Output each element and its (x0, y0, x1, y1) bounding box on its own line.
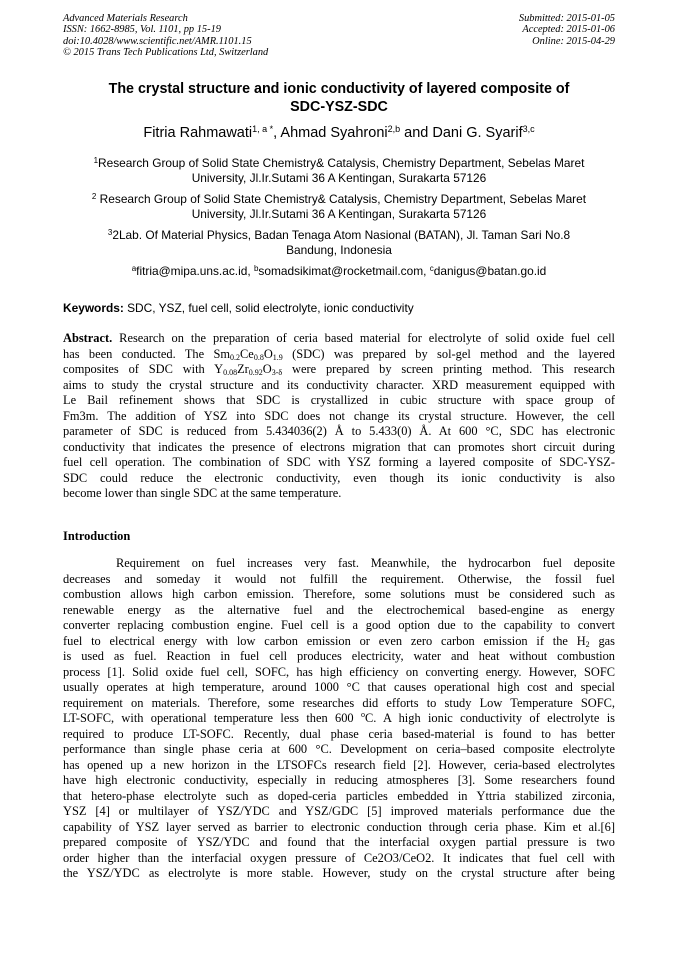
paper-title (63, 80, 615, 116)
online-date: Online: 2015-04-29 (532, 35, 615, 47)
abstract-line: become lower than single SDC at the same temperature. (63, 486, 342, 500)
dates-info (519, 13, 615, 47)
intro-line: order higher than the interfacial oxygen pressure of Ce2O3/CeO2. It indicates that fuel cell with (63, 850, 615, 865)
copyright-line: © 2015 Trans Tech Publications Ltd, Switzerland (63, 46, 269, 58)
abstract-line: Fm3m. The addition of YSZ into SDC does not change its crystal structure. However, the cell (63, 408, 615, 423)
intro-line: performance than single phase ceria at 600 °C. Development on ceria–based composite electrolyte (63, 742, 615, 756)
intro-line: renewable energy as the alternative fuel and the electrochemical based-engine as energy (63, 602, 615, 617)
author-list (63, 124, 615, 142)
intro-line: that hetero-phase electrolyte such as doped-ceria particles embedded in Yttria stabilized zirconia, (63, 788, 615, 803)
email-a: fitria@mipa.uns.ac.id, (136, 264, 254, 278)
intro-line: have high electronic conductivity, especially in reducing atmospheres [3]. Some researchers found (63, 773, 615, 787)
intro-line: converter replacing combustion engine. Fuel cell is a good option due to the capability to convert (63, 618, 615, 632)
section-heading-introduction: Introduction (63, 529, 131, 543)
intro-line: process [1]. Solid oxide fuel cell, SOFC, has high efficiency on converting energy. However, SOFC (63, 664, 615, 679)
intro-line: requirement on materials. Therefore, some researches did efforts to study Low Temperature SOFC, (63, 695, 615, 710)
journal-info (63, 13, 268, 58)
intro-line: Requirement on fuel increases very fast. Meanwhile, the hydrocarbon fuel deposite (116, 556, 615, 570)
accepted-date: Accepted: 2015-01-06 (522, 24, 615, 36)
journal-name: Advanced Materials Research (63, 13, 188, 24)
affiliation-3 (63, 228, 615, 259)
affiliation-2-line-2: University, Jl.Ir.Sutami 36 A Kentingan, Surakarta 57126 (191, 207, 487, 222)
affiliation-2-sup: 2 (91, 192, 97, 201)
title-line-2: SDC-YSZ-SDC (290, 99, 388, 115)
keywords (63, 301, 615, 316)
email-c-sup: c (429, 264, 434, 273)
intro-line: is used as fuel. Reaction in fuel cell produces electricity, water and heat without combustion (63, 649, 615, 663)
abstract-line: fuel cell operation. The combination of SDC with YSZ forming a layered composite of SDC-YSZ- (63, 455, 615, 469)
author-separator: and (400, 125, 433, 141)
title-line-1: The crystal structure and ionic conductivity of layered composite of (108, 81, 570, 97)
abstract-line: SDC could reduce the electronic conductivity, even though its ionic conductivity is also (63, 470, 615, 485)
author-2-name: Ahmad Syahroni (280, 125, 388, 141)
intro-line: prepared composite of YSZ/YDC and found that the interfacial oxygen partial pressure is two (63, 835, 615, 849)
intro-line: capability of YSZ layer served as barrier to electronic conduction through ceria phase. Kim et al.[6] (63, 819, 615, 834)
abstract-line: Abstract. Research on the preparation of ceria based material for electrolyte of solid oxide fuel cell (63, 331, 615, 345)
abstract-line: conductivity that indicates the presence of electrons migration that can promotes short circuit during (63, 439, 615, 454)
issn-line: ISSN: 1662-8985, Vol. 1101, pp 15-19 (63, 24, 221, 36)
affiliation-3-line-1: 2Lab. Of Material Physics, Badan Tenaga Atom Nasional (BATAN), Jl. Taman Sari No.8 (112, 228, 571, 242)
affiliation-1 (63, 156, 615, 187)
affiliation-3-line-2: Bandung, Indonesia (286, 243, 392, 258)
author-3-name: Dani G. Syarif (432, 125, 523, 141)
email-a-sup: a (131, 264, 137, 273)
keywords-text: SDC, YSZ, fuel cell, solid electrolyte, ionic conductivity (123, 301, 414, 315)
intro-line: required to produce LT-SOFC. Recently, dual phase ceria based-material is found to has better (63, 726, 615, 741)
intro-line: combustion allows high carbon emission. Therefore, some solutions must be considered such as (63, 587, 615, 601)
doi-line: doi:10.4028/www.scientific.net/AMR.1101.15 (63, 35, 252, 47)
keywords-label: Keywords: (63, 301, 124, 315)
affiliation-3-sup: 3 (107, 228, 113, 237)
author-2-sup: 2,b (387, 124, 401, 134)
intro-line: has opened up a new horizon in the LTSOFCs research field [2]. However, ceria-based electrolytes (63, 757, 615, 772)
intro-line: YSZ [4] or multilayer of YSZ/YDC and YSZ/GDC [5] improved materials performance due the (63, 804, 615, 818)
affiliation-2 (63, 192, 615, 223)
email-b-sup: b (253, 264, 259, 273)
author-separator: , (273, 125, 281, 141)
intro-line: usually operates at high temperature, around 1000 °C that causes operational high cost and special (63, 680, 615, 694)
affiliation-1-line-2: University, Jl.Ir.Sutami 36 A Kentingan, Surakarta 57126 (191, 171, 487, 186)
intro-line: decreases and someday it would not fulfill the requirement. Otherwise, the fossil fuel (63, 571, 615, 586)
intro-line: LT-SOFC, with operational temperature less then 600 $^o$C. A high ionic conductivity of electrolyte is (63, 711, 615, 725)
affiliation-2-line-1: Research Group of Solid State Chemistry& Catalysis, Chemistry Department, Sebelas Maret (96, 192, 587, 206)
email-b: somadsikimat@rocketmail.com, (258, 264, 430, 278)
affiliation-1-line-1: Research Group of Solid State Chemistry& Catalysis, Chemistry Department, Sebelas Maret (98, 156, 585, 170)
abstract-line: aims to study the crystal structure and its conductivity character. XRD measurement equipped with (63, 377, 615, 392)
introduction-body (63, 556, 615, 882)
author-1-name: Fitria Rahmawati (143, 125, 253, 141)
abstract (63, 331, 615, 502)
abstract-line: parameter of SDC is reduced from 5.434036(2) Å to 5.433(0) Å. At 600 °C, SDC has electronic (63, 424, 615, 438)
abstract-line: has been conducted. The $Sm_{0.2}Ce_{0.8}O_{1.9}$ (SDC) was prepared by sol-gel method and the layered (63, 346, 615, 362)
affiliation-1-sup: 1 (93, 156, 99, 165)
intro-line: fuel to electrical energy with low carbon emission or even zero carbon emission if the $H_2$ gas (63, 633, 615, 649)
author-3-sup: 3,c (522, 124, 535, 134)
journal-header (63, 13, 615, 63)
author-emails (63, 264, 615, 279)
email-c: danigus@batan.go.id (433, 264, 547, 278)
author-1-sup: 1, a * (252, 124, 274, 134)
abstract-line: composites of SDC with $Y_{0.08}Zr_{0.92}O_{3-\delta}$ were prepared by screen printing method. This research (63, 362, 615, 377)
abstract-label: Abstract. (63, 331, 113, 345)
intro-line: the YSZ/YDC as electrolyte is more stable. However, study on the crystal structure after being (63, 866, 615, 880)
abstract-line: Le Bail refinement shows that SDC is crystallized in cubic structure with space group of (63, 393, 615, 407)
submitted-date: Submitted: 2015-01-05 (518, 13, 615, 24)
